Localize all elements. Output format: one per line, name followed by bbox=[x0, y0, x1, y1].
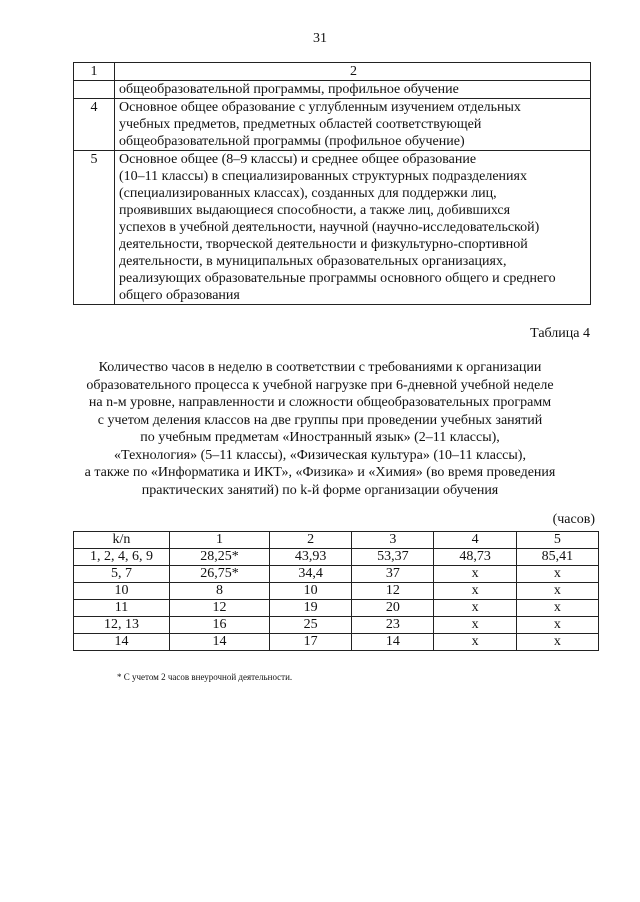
top-table-text-line: (специализированных классах), созданных для поддержки лиц, bbox=[119, 186, 497, 201]
top-table-cell-text bbox=[115, 151, 591, 305]
top-table-cell-num: 4 bbox=[74, 99, 115, 151]
table-cell: x bbox=[434, 617, 516, 634]
table-cell: 8 bbox=[170, 583, 270, 600]
heading-line: Количество часов в неделю в соответствии с требованиями к организации bbox=[98, 360, 542, 375]
top-table-text-line: успехов в учебной деятельности, научной (научно-исследовательской) bbox=[119, 220, 540, 235]
table-row bbox=[74, 566, 599, 583]
top-table-text-line: реализующих образовательные программы основного общего и среднего bbox=[119, 271, 556, 286]
table-cell: 37 bbox=[352, 566, 434, 583]
top-table-cell-text: общеобразовательной программы, профильное обучение bbox=[115, 81, 591, 99]
top-table-text-line: Основное общее (8–9 классы) и среднее общее образование bbox=[119, 152, 477, 167]
table-cell: 26,75* bbox=[170, 566, 270, 583]
table-heading bbox=[40, 359, 600, 499]
table-row bbox=[74, 549, 599, 566]
page-number: 31 bbox=[313, 31, 327, 46]
table-cell: 12 bbox=[352, 583, 434, 600]
header-cell: 4 bbox=[434, 532, 516, 549]
hours-table bbox=[73, 531, 599, 651]
table-cell: x bbox=[516, 600, 598, 617]
footnote: * С учетом 2 часов внеурочной деятельности. bbox=[117, 672, 293, 682]
table-cell: 12, 13 bbox=[74, 617, 170, 634]
table-cell: 10 bbox=[74, 583, 170, 600]
table-cell: 25 bbox=[269, 617, 351, 634]
table-cell: x bbox=[516, 566, 598, 583]
table-cell: 12 bbox=[170, 600, 270, 617]
table-cell: x bbox=[434, 634, 516, 651]
top-table-row bbox=[74, 151, 591, 305]
top-table-text-line: общего образования bbox=[119, 288, 240, 303]
table-cell: 20 bbox=[352, 600, 434, 617]
table-cell: 14 bbox=[170, 634, 270, 651]
heading-line: с учетом деления классов на две группы при проведении учебных занятий bbox=[97, 412, 543, 428]
top-table-text-line: учебных предметов, предметных областей соответствующей bbox=[119, 117, 482, 132]
table-cell: 28,25* bbox=[170, 549, 270, 566]
table-cell: 1, 2, 4, 6, 9 bbox=[74, 549, 170, 566]
top-table-cell-text bbox=[115, 99, 591, 151]
table-cell: 17 bbox=[269, 634, 351, 651]
table-cell: 14 bbox=[74, 634, 170, 651]
header-cell: 3 bbox=[352, 532, 434, 549]
units-label: (часов) bbox=[552, 512, 595, 527]
top-table-header-col1: 1 bbox=[74, 63, 115, 81]
top-table-text-line: проявивших выдающиеся способности, а также лиц, добившихся bbox=[119, 203, 511, 218]
table-cell: x bbox=[516, 634, 598, 651]
top-table bbox=[73, 62, 591, 305]
header-cell: 1 bbox=[170, 532, 270, 549]
table-cell: 48,73 bbox=[434, 549, 516, 566]
heading-line: практических занятий) по k-й форме организации обучения bbox=[141, 482, 499, 498]
top-table-text-line: общеобразовательной программы (профильное обучение) bbox=[119, 134, 465, 149]
header-cell: 2 bbox=[269, 532, 351, 549]
hours-table-header-row bbox=[74, 532, 599, 549]
table-cell: 85,41 bbox=[516, 549, 598, 566]
table-cell: x bbox=[434, 583, 516, 600]
table-cell: 5, 7 bbox=[74, 566, 170, 583]
table-cell: x bbox=[434, 600, 516, 617]
table-row bbox=[74, 583, 599, 600]
top-table-cell-num bbox=[74, 81, 115, 99]
table-cell: 23 bbox=[352, 617, 434, 634]
header-cell: k/n bbox=[74, 532, 170, 549]
top-table-row bbox=[74, 99, 591, 151]
table-row bbox=[74, 634, 599, 651]
table-cell: 53,37 bbox=[352, 549, 434, 566]
table-cell: 16 bbox=[170, 617, 270, 634]
table-cell: x bbox=[434, 566, 516, 583]
top-table-text-line: (10–11 классы) в специализированных структурных подразделениях bbox=[119, 169, 527, 184]
top-table-text-line: Основное общее образование с углубленным изучением отдельных bbox=[119, 100, 521, 115]
table-cell: 43,93 bbox=[269, 549, 351, 566]
heading-line: образовательного процесса к учебной нагрузке при 6-дневной учебной неделе bbox=[86, 377, 554, 393]
top-table-header-col2: 2 bbox=[115, 63, 591, 81]
table-row bbox=[74, 600, 599, 617]
table-cell: x bbox=[516, 617, 598, 634]
table-cell: 14 bbox=[352, 634, 434, 651]
table-cell: 34,4 bbox=[269, 566, 351, 583]
top-table-text-line: деятельности, в муниципальных образовательных организациях, bbox=[119, 254, 507, 269]
table-row bbox=[74, 617, 599, 634]
table-cell: 19 bbox=[269, 600, 351, 617]
top-table-cell-num: 5 bbox=[74, 151, 115, 305]
header-cell: 5 bbox=[516, 532, 598, 549]
heading-line: а также по «Информатика и ИКТ», «Физика» и «Химия» (во время проведения bbox=[84, 465, 556, 480]
heading-line: «Технология» (5–11 классы), «Физическая культура» (10–11 классы), bbox=[114, 447, 526, 463]
heading-line: по учебным предметам «Иностранный язык» (2–11 классы), bbox=[140, 430, 500, 445]
top-table-row bbox=[74, 81, 591, 99]
table-cell: x bbox=[516, 583, 598, 600]
table-caption: Таблица 4 bbox=[530, 326, 590, 341]
table-cell: 11 bbox=[74, 600, 170, 617]
table-cell: 10 bbox=[269, 583, 351, 600]
top-table-header-row bbox=[74, 63, 591, 81]
top-table-text-line: деятельности, творческой деятельности и физкультурно-спортивной bbox=[119, 237, 528, 252]
heading-line: на n-м уровне, направленности и сложности общеобразовательных программ bbox=[88, 395, 552, 410]
